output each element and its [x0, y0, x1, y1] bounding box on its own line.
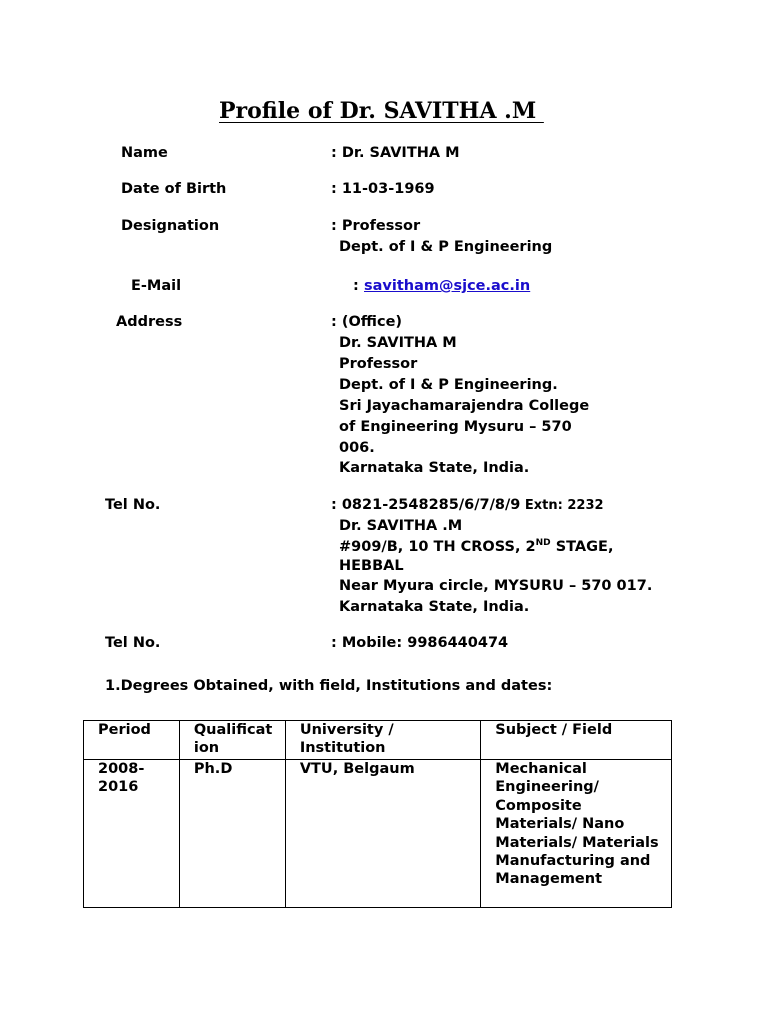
home-address-line: Karnataka State, India. — [339, 599, 530, 615]
address-value: : (Office) — [331, 314, 403, 330]
header-period: Period — [84, 721, 180, 760]
table-row — [84, 760, 672, 908]
office-address-line: of Engineering Mysuru – 570 — [339, 419, 572, 435]
tel2-label: Tel No. — [105, 635, 161, 651]
dob-value: : 11-03-1969 — [331, 181, 435, 197]
address-label: Address — [116, 314, 183, 330]
header-qualification: Qualificat ion — [179, 721, 285, 760]
degrees-table — [83, 720, 672, 908]
home-address-line: HEBBAL — [339, 558, 404, 574]
tel2-value: : Mobile: 9986440474 — [331, 635, 509, 651]
email-label: E-Mail — [131, 278, 182, 294]
home-street-tail: STAGE, — [550, 539, 614, 555]
header-university: University / Institution — [285, 721, 480, 760]
home-name: Dr. SAVITHA .M — [339, 518, 463, 534]
dob-label: Date of Birth — [121, 181, 227, 197]
home-street-text: #909/B, 10 TH CROSS, 2 — [339, 539, 536, 555]
tel-number: : 0821-2548285/6/7/8/9 — [331, 497, 521, 513]
office-address-line: Professor — [339, 356, 418, 372]
home-street-suffix: ND — [535, 538, 551, 549]
home-address-line: Near Myura circle, MYSURU – 570 017. — [339, 578, 653, 594]
table-header-row — [84, 721, 672, 760]
designation-value: : Professor — [331, 218, 421, 234]
email-colon: : — [353, 278, 359, 294]
home-street — [339, 537, 613, 558]
page-title: Profile of Dr. SAVITHA .M — [219, 98, 544, 124]
cell-qualification: Ph.D — [179, 760, 285, 908]
office-address-line: Dept. of I & P Engineering. — [339, 377, 558, 393]
cell-period: 2008- 2016 — [84, 760, 180, 908]
tel-extension: Extn: 2232 — [520, 498, 604, 513]
header-subject: Subject / Field — [481, 721, 672, 760]
office-address-line: Karnataka State, India. — [339, 460, 530, 476]
cell-university: VTU, Belgaum — [285, 760, 480, 908]
tel-label: Tel No. — [105, 497, 161, 513]
office-address-line: 006. — [339, 440, 375, 456]
section-heading: 1.Degrees Obtained, with field, Institutions and dates: — [105, 678, 553, 694]
tel-value — [331, 495, 604, 517]
designation-label: Designation — [121, 218, 220, 234]
email-link[interactable]: savitham@sjce.ac.in — [364, 278, 531, 294]
name-label: Name — [121, 145, 168, 161]
designation-dept: Dept. of I & P Engineering — [339, 239, 553, 255]
cell-subject: Mechanical Engineering/ Composite Materials/ Nano Materials/ Materials Manufacturing and Management — [481, 760, 672, 908]
name-value: : Dr. SAVITHA M — [331, 145, 460, 161]
office-address-line: Sri Jayachamarajendra College — [339, 398, 590, 414]
office-address-line: Dr. SAVITHA M — [339, 335, 457, 351]
